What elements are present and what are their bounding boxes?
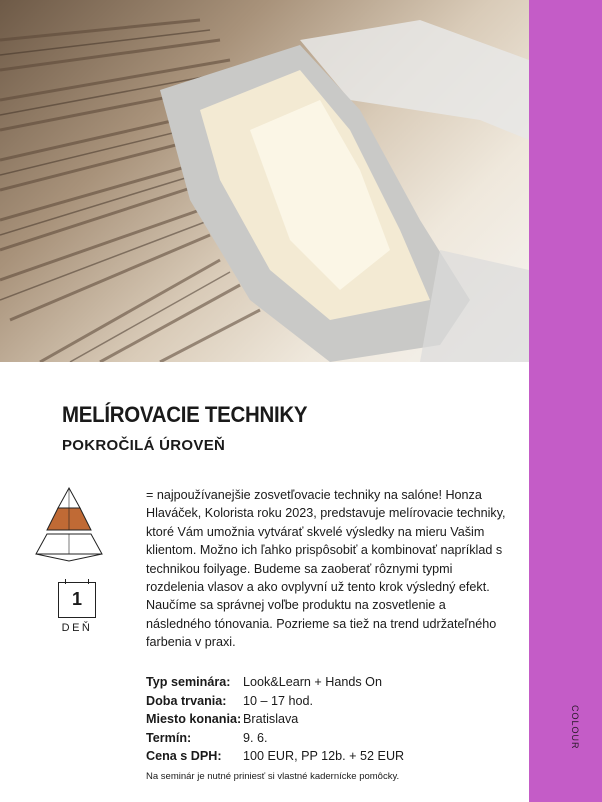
fact-value: 100 EUR, PP 12b. + 52 EUR	[243, 749, 405, 763]
fact-value: Bratislava	[243, 712, 299, 726]
fact-value: 9. 6.	[243, 730, 268, 745]
fact-label: Doba trvania:	[146, 693, 227, 708]
fact-label: Miesto konania:	[146, 712, 242, 726]
course-description: = najpoužívanejšie zosvetľovacie techniky na salóne! Honza Hlaváček, Kolorista roku 2023, predstavuje melírovacie techniky, ktoré Vám umožnia vytvárať skvelé výsledky na mieru Vašim klientom. Možno ich ľahko prispôsobiť a kombinovať napríklad s technikou foilyage. Budeme sa zaoberať rôznymi typmi rozdelenia vlasov a ako ovplyvní už tento krok výsledný efekt. Naučíme sa správnej voľbe produktu na zosvetlenie a následného tónovania. Pozrieme sa tiež na trend udržateľného farbenia v praxi.	[146, 488, 506, 650]
fact-label: Cena s DPH:	[146, 749, 222, 763]
duration-unit: DEŇ	[61, 622, 93, 634]
course-title: MELÍROVACIE TECHNIKY	[62, 402, 308, 427]
fact-row	[146, 710, 404, 729]
fact-row	[146, 729, 404, 748]
fact-row	[146, 692, 404, 711]
course-level: POKROČILÁ ÚROVEŇ	[62, 437, 226, 454]
calendar-icon	[58, 582, 96, 618]
category-side-strip	[529, 0, 602, 802]
fact-label: Typ seminára:	[146, 675, 231, 689]
course-facts	[146, 673, 404, 766]
level-pyramid-icon	[34, 486, 104, 567]
fact-label: Termín:	[146, 730, 192, 745]
hair-foil-photo	[0, 0, 529, 362]
fact-value: 10 – 17 hod.	[243, 693, 314, 708]
course-note: Na seminár je nutné priniesť si vlastné kadernícke pomôcky.	[146, 771, 400, 782]
duration-days: 1	[71, 589, 82, 609]
hero-photo	[0, 0, 529, 362]
category-label: COLOUR	[570, 705, 580, 750]
fact-row	[146, 673, 404, 692]
fact-row	[146, 747, 404, 766]
fact-value: Look&Learn + Hands On	[243, 675, 382, 689]
